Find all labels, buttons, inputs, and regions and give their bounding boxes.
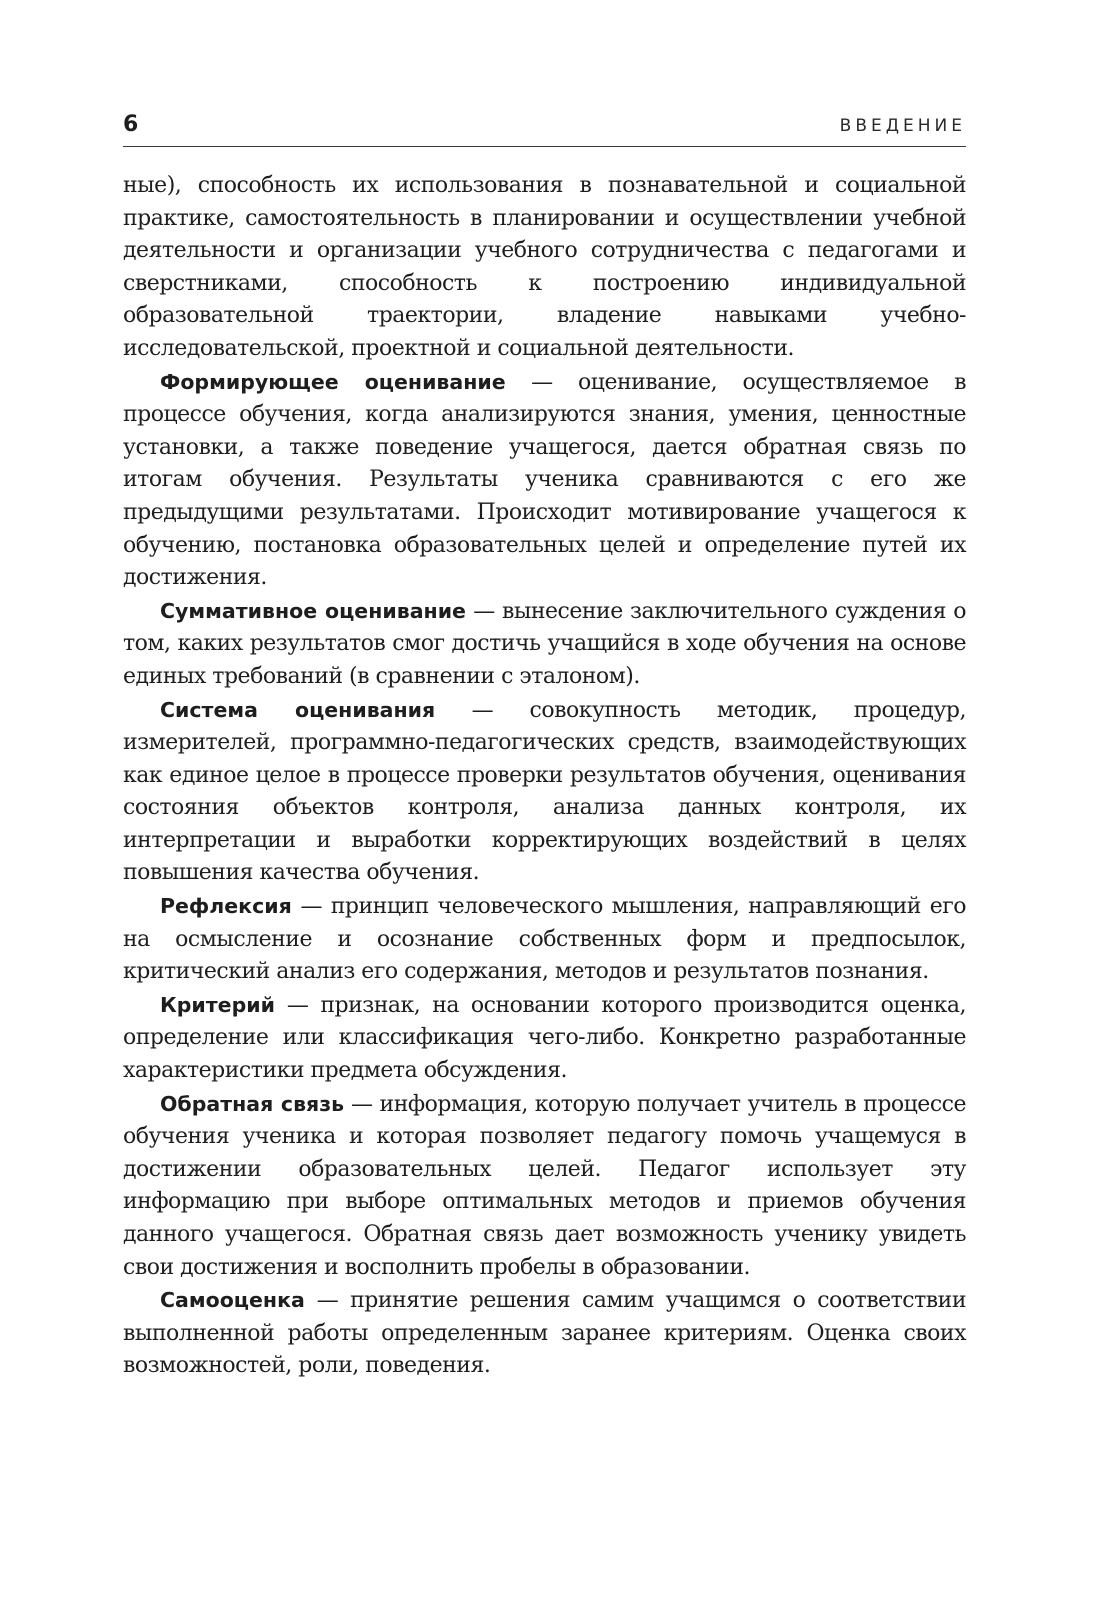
glossary-term: Формирующее оценивание	[160, 369, 506, 394]
glossary-term: Критерий	[160, 992, 275, 1017]
glossary-definition: принцип человеческого мышления, направляющий его на осмысление и осознание собственных форм и предпосылок, критический анализ его содержания, методов и результатов познания.	[123, 894, 966, 985]
glossary-term: Самооценка	[160, 1288, 305, 1313]
glossary-definition: принятие решения самим учащимся о соответствии выполненной работы определенным заранее критериям. Оценка своих возможностей, роли, поведения.	[123, 1288, 966, 1379]
glossary-term: Рефлексия	[160, 894, 292, 919]
continuation-paragraph: ные), способность их использования в познавательной и социальной практике, самостоятельность в планировании и осуществлении учебной деятельности и организации учебного сотрудничества с педагогами и сверстниками, способность к построению индивидуальной образовательной траектории, владение навыками учебно-исследовательской, проектной и социальной деятельности.	[123, 173, 966, 361]
running-head	[123, 110, 966, 147]
glossary-entry-criterion: Критерий — признак, на основании которого производится оценка, определение или классификация чего-либо. Конкретно разработанные характеристики предмета обсуждения.	[123, 992, 966, 1084]
glossary-term: Суммативное оценивание	[160, 598, 466, 623]
chapter-title: ВВЕДЕНИЕ	[839, 116, 966, 136]
glossary-term: Система оценивания	[160, 697, 436, 722]
glossary-definition: оценивание, осуществляемое в процессе обучения, когда анализируются знания, умения, ценностные установки, а также поведение учащегося, дается обратная связь по итогам обучения. Результаты ученика сравниваются с его же предыдущими результатами. Происходит мотивирование учащегося к обучению, постановка образовательных целей и определение путей их достижения.	[123, 369, 966, 591]
glossary-entry-self-assessment: Самооценка — принятие решения самим учащимся о соответствии выполненной работы определенным заранее критериям. Оценка своих возможностей, роли, поведения.	[123, 1288, 966, 1379]
glossary-entry-formative-assessment: Формирующее оценивание — оценивание, осуществляемое в процессе обучения, когда анализируются знания, умения, ценностные установки, а также поведение учащегося, дается обратная связь по итогам обучения. Результаты ученика сравниваются с его же предыдущими результатами. Происходит мотивирование учащегося к обучению, постановка образовательных целей и определение путей их достижения.	[123, 369, 966, 591]
glossary-entry-summative-assessment: Суммативное оценивание — вынесение заключительного суждения о том, каких результатов смог достичь учащийся в ходе обучения на основе единых требований (в сравнении с эталоном).	[123, 598, 966, 689]
glossary-entry-feedback: Обратная связь — информация, которую получает учитель в процессе обучения ученика и которая позволяет педагогу помочь учащемуся в достижении образовательных целей. Педагог использует эту информацию при выборе оптимальных методов и приемов обучения данного учащегося. Обратная связь дает возможность ученику увидеть свои достижения и восполнить пробелы в образовании.	[123, 1091, 966, 1280]
glossary-definition: информация, которую получает учитель в процессе обучения ученика и которая позволяет педагогу помочь учащемуся в достижении образовательных целей. Педагог использует эту информацию при выборе оптимальных методов и приемов обучения данного учащегося. Обратная связь дает возможность ученику увидеть свои достижения и восполнить пробелы в образовании.	[123, 1091, 966, 1280]
page-number: 6	[123, 112, 139, 137]
glossary-definition: совокупность методик, процедур, измерителей, программно-педагогических средств, взаимодействующих как единое целое в процессе проверки результатов обучения, оценивания состояния объектов контроля, анализа данных контроля, их интерпретации и выработки корректирующих воздействий в целях повышения качества обучения.	[123, 697, 966, 886]
glossary-definition: вынесение заключительного суждения о том, каких результатов смог достичь учащийся в ходе обучения на основе единых требований (в сравнении с эталоном).	[123, 598, 966, 689]
glossary-entry-reflection: Рефлексия — принцип человеческого мышления, направляющий его на осмысление и осознание собственных форм и предпосылок, критический анализ его содержания, методов и результатов познания.	[123, 894, 966, 985]
glossary-entry-assessment-system: Система оценивания — совокупность методик, процедур, измерителей, программно-педагогических средств, взаимодействующих как единое целое в процессе проверки результатов обучения, оценивания состояния объектов контроля, анализа данных контроля, их интерпретации и выработки корректирующих воздействий в целях повышения качества обучения.	[123, 697, 966, 886]
glossary-text	[123, 170, 966, 1383]
glossary-definition: признак, на основании которого производится оценка, определение или классификация чего-либо. Конкретно разработанные характеристики предмета обсуждения.	[123, 992, 966, 1084]
glossary-term: Обратная связь	[160, 1091, 345, 1116]
